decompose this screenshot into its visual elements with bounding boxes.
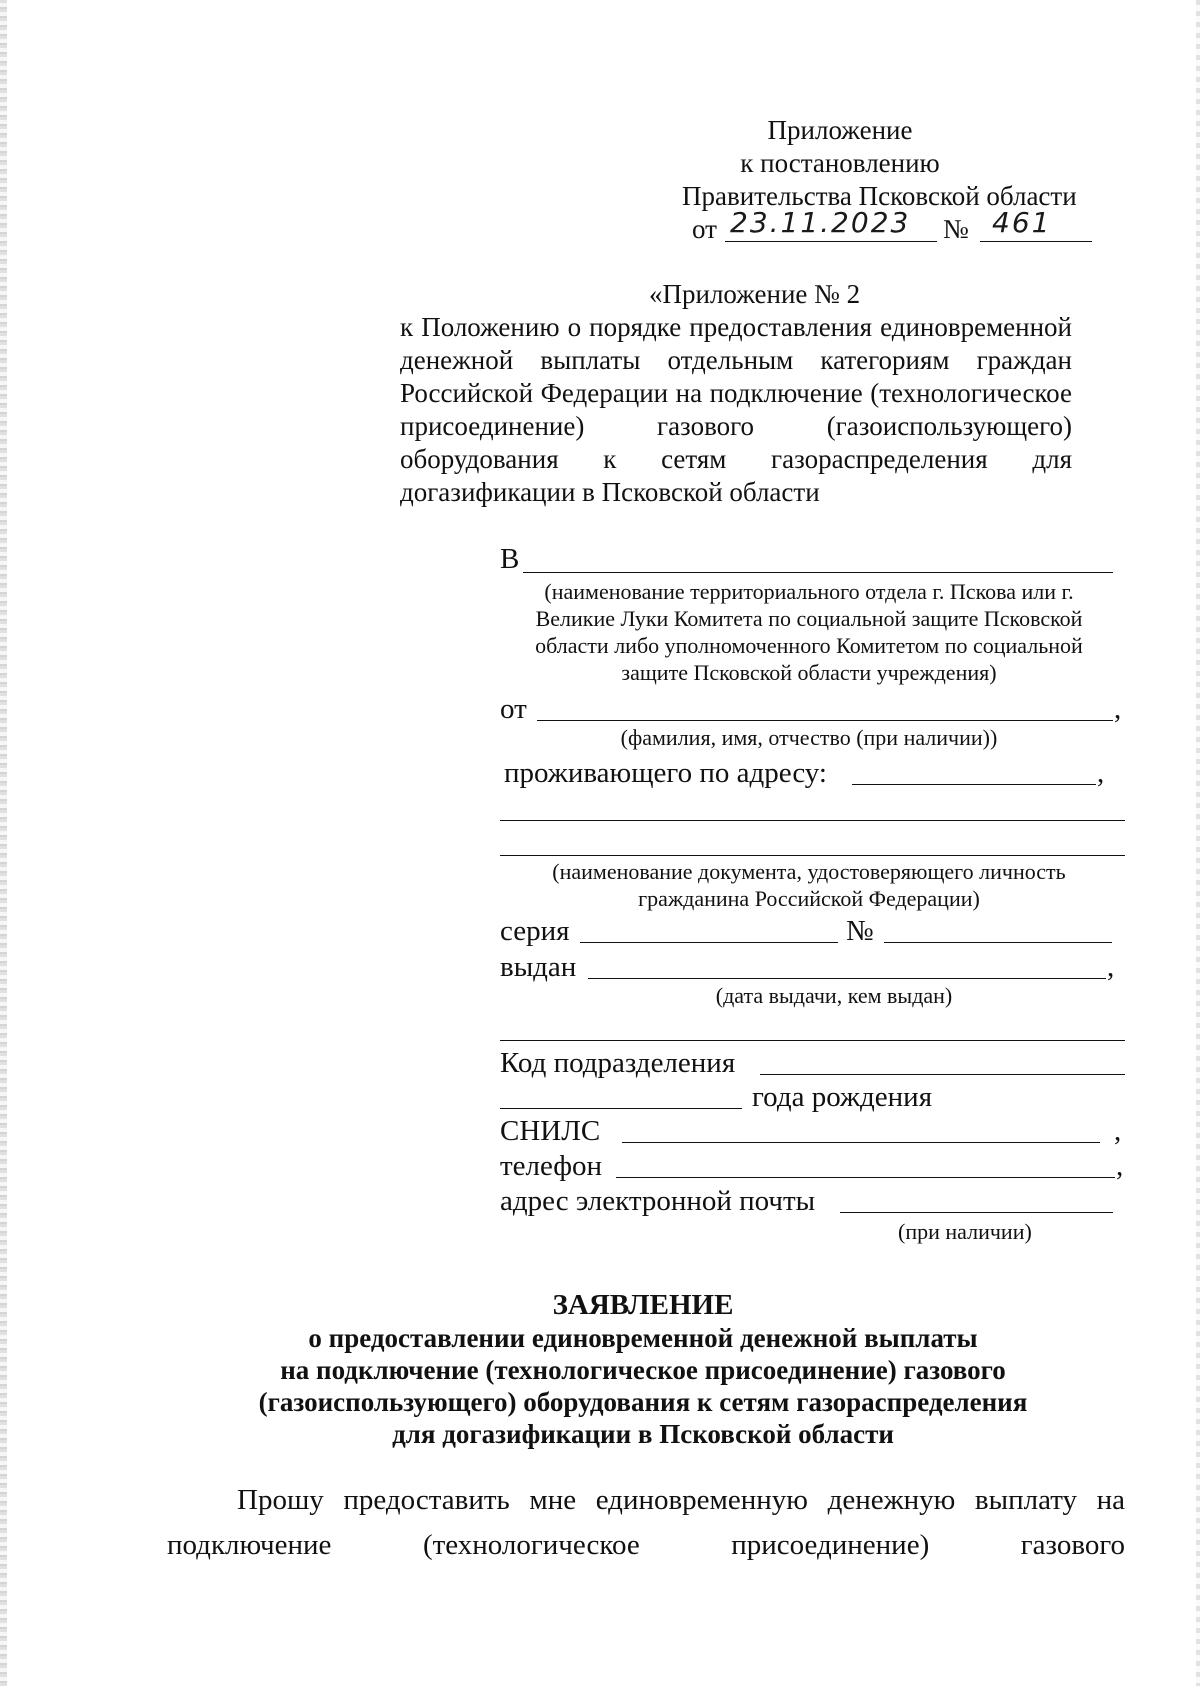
form-email-hint: (при наличии): [898, 1219, 1032, 1244]
form-series-label: серия: [500, 915, 570, 947]
appendix-line: оборудования к сетям газораспределения для: [400, 444, 1072, 474]
appendix-line: Российской Федерации на подключение (технологическое: [400, 378, 1072, 408]
form-document-field[interactable]: [500, 855, 1125, 856]
header-number-sign: №: [943, 214, 969, 244]
form-phone-field[interactable]: [616, 1177, 1115, 1178]
form-phone-label: телефон: [500, 1150, 603, 1182]
form-comma: ,: [1097, 757, 1105, 789]
statement-subtitle: (газоиспользующего) оборудования к сетям газораспределения: [258, 1387, 1028, 1417]
form-snils-field[interactable]: [622, 1142, 1100, 1143]
form-birth-year-label: года рождения: [752, 1081, 933, 1113]
form-from-field[interactable]: [537, 720, 1113, 721]
form-series-field[interactable]: [580, 942, 838, 943]
form-doc-hint: гражданина Российской Федерации): [638, 886, 980, 911]
form-comma: ,: [1114, 1115, 1122, 1147]
form-to-hint: (наименование территориального отдела г. Пскова или г.: [544, 579, 1074, 604]
statement-body-line: Прошу предоставить мне единовременную денежную выплату на: [237, 1484, 1125, 1516]
header-number-underline: [980, 241, 1092, 242]
form-address-label: проживающего по адресу:: [504, 757, 827, 789]
statement-subtitle: на подключение (технологическое присоединение) газового: [280, 1355, 1006, 1385]
header-date-prefix: от: [692, 214, 717, 244]
appendix-line: догазификации в Псковской области: [400, 477, 820, 507]
form-doc-hint: (наименование документа, удостоверяющего личность: [552, 859, 1066, 884]
appendix-line: к Положению о порядке предоставления единовременной: [400, 312, 1072, 342]
header-line-2: к постановлению: [740, 148, 940, 178]
form-from-prefix: от: [500, 693, 527, 725]
form-comma: ,: [1107, 951, 1115, 983]
form-division-code-label: Код подразделения: [500, 1047, 736, 1079]
form-to-hint: защите Псковской области учреждения): [621, 660, 997, 685]
form-birth-year-field[interactable]: [500, 1108, 742, 1109]
form-issued-hint: (дата выдачи, кем выдан): [715, 983, 953, 1008]
statement-body-line: подключение (технологическое присоединение) газового: [167, 1529, 1125, 1561]
form-to-prefix: В: [500, 543, 520, 575]
form-issued-field[interactable]: [588, 978, 1106, 979]
form-comma: ,: [1114, 693, 1122, 725]
form-email-field[interactable]: [840, 1212, 1113, 1213]
form-from-hint: (фамилия, имя, отчество (при наличии)): [620, 725, 998, 750]
header-line-1: Приложение: [767, 115, 913, 145]
appendix-title: «Приложение № 2: [649, 279, 861, 309]
form-issued-line-2[interactable]: [500, 1040, 1125, 1041]
form-comma: ,: [1116, 1150, 1124, 1182]
form-division-code-field[interactable]: [760, 1074, 1125, 1075]
form-to-hint: Великие Луки Комитета по социальной защите Псковской: [535, 606, 1083, 631]
form-address-field[interactable]: [852, 784, 1096, 785]
statement-subtitle: о предоставлении единовременной денежной выплаты: [308, 1323, 978, 1353]
header-number-handwritten: 461: [992, 206, 1052, 239]
appendix-line: присоединение) газового (газоиспользующего): [400, 411, 1072, 441]
header-line-3: Правительства Псковской области: [682, 181, 1077, 211]
form-number-field[interactable]: [884, 942, 1112, 943]
form-email-label: адрес электронной почты: [500, 1185, 816, 1217]
form-number-label: №: [846, 915, 874, 947]
appendix-line: денежной выплаты отдельным категориям граждан: [400, 345, 1072, 375]
form-to-hint: области либо уполномоченного Комитетом по социальной: [535, 633, 1083, 658]
header-date-underline: [725, 241, 937, 242]
form-snils-label: СНИЛС: [500, 1115, 601, 1147]
header-date-handwritten: 23.11.2023: [730, 206, 911, 239]
statement-title: ЗАЯВЛЕНИЕ: [552, 1289, 734, 1321]
statement-subtitle: для догазификации в Псковской области: [392, 1419, 894, 1449]
form-issued-label: выдан: [500, 951, 577, 983]
form-address-line-2[interactable]: [500, 820, 1125, 821]
form-to-field[interactable]: [523, 572, 1113, 573]
